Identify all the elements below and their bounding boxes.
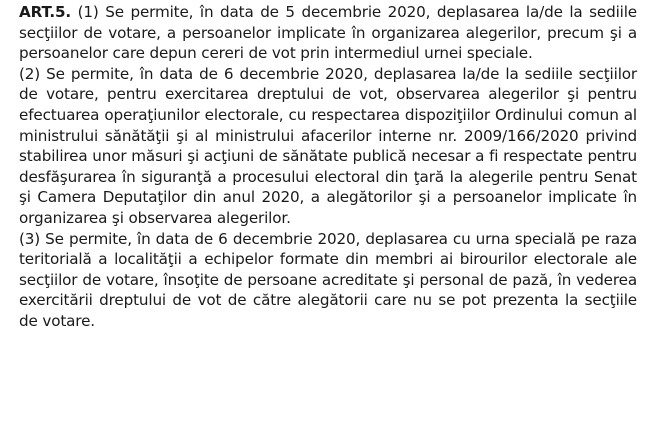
paragraph-3-text: (3) Se permite, în data de 6 decembrie 2020, deplasarea cu urna specială pe raza teritorială a localităţii a echipelor formate din membri ai birourilor electorale ale secţiilor de votare, însoţite de persoane acreditate şi personal de pază, în vederea exercitării dreptului de vot de către alegătorii care nu se pot prezenta la secţiile de votare.	[19, 229, 637, 330]
paragraph-1-text: (1) Se permite, în data de 5 decembrie 2020, deplasarea la/de la sediile secţiilor de votare, a persoanelor implicate în organizarea alegerilor, precum şi a persoanelor care depun cereri de vot prin intermediul urnei speciale.	[19, 3, 637, 63]
article-label: ART.5.	[19, 3, 72, 21]
article-paragraph-1	[19, 2, 637, 64]
article-paragraph-2	[19, 64, 637, 229]
article-paragraph-3	[19, 229, 637, 332]
paragraph-2-text: (2) Se permite, în data de 6 decembrie 2020, deplasarea la/de la sediile secţiilor de votare, pentru exercitarea dreptului de vot, observarea alegerilor şi pentru efectuarea operaţiunilor electorale, cu respectarea dispoziţiilor Ordinului comun al ministrului sănătăţii şi al ministrului afacerilor interne nr. 2009/166/2020 privind stabilirea unor măsuri şi acţiuni de sănătate publică necesar a fi respectate pentru desfăşurarea în siguranţă a procesului electoral din ţară la alegerile pentru Senat şi Camera Deputaţilor din anul 2020, a alegătorilor şi a persoanelor implicate în organizarea şi observarea alegerilor.	[19, 64, 637, 227]
